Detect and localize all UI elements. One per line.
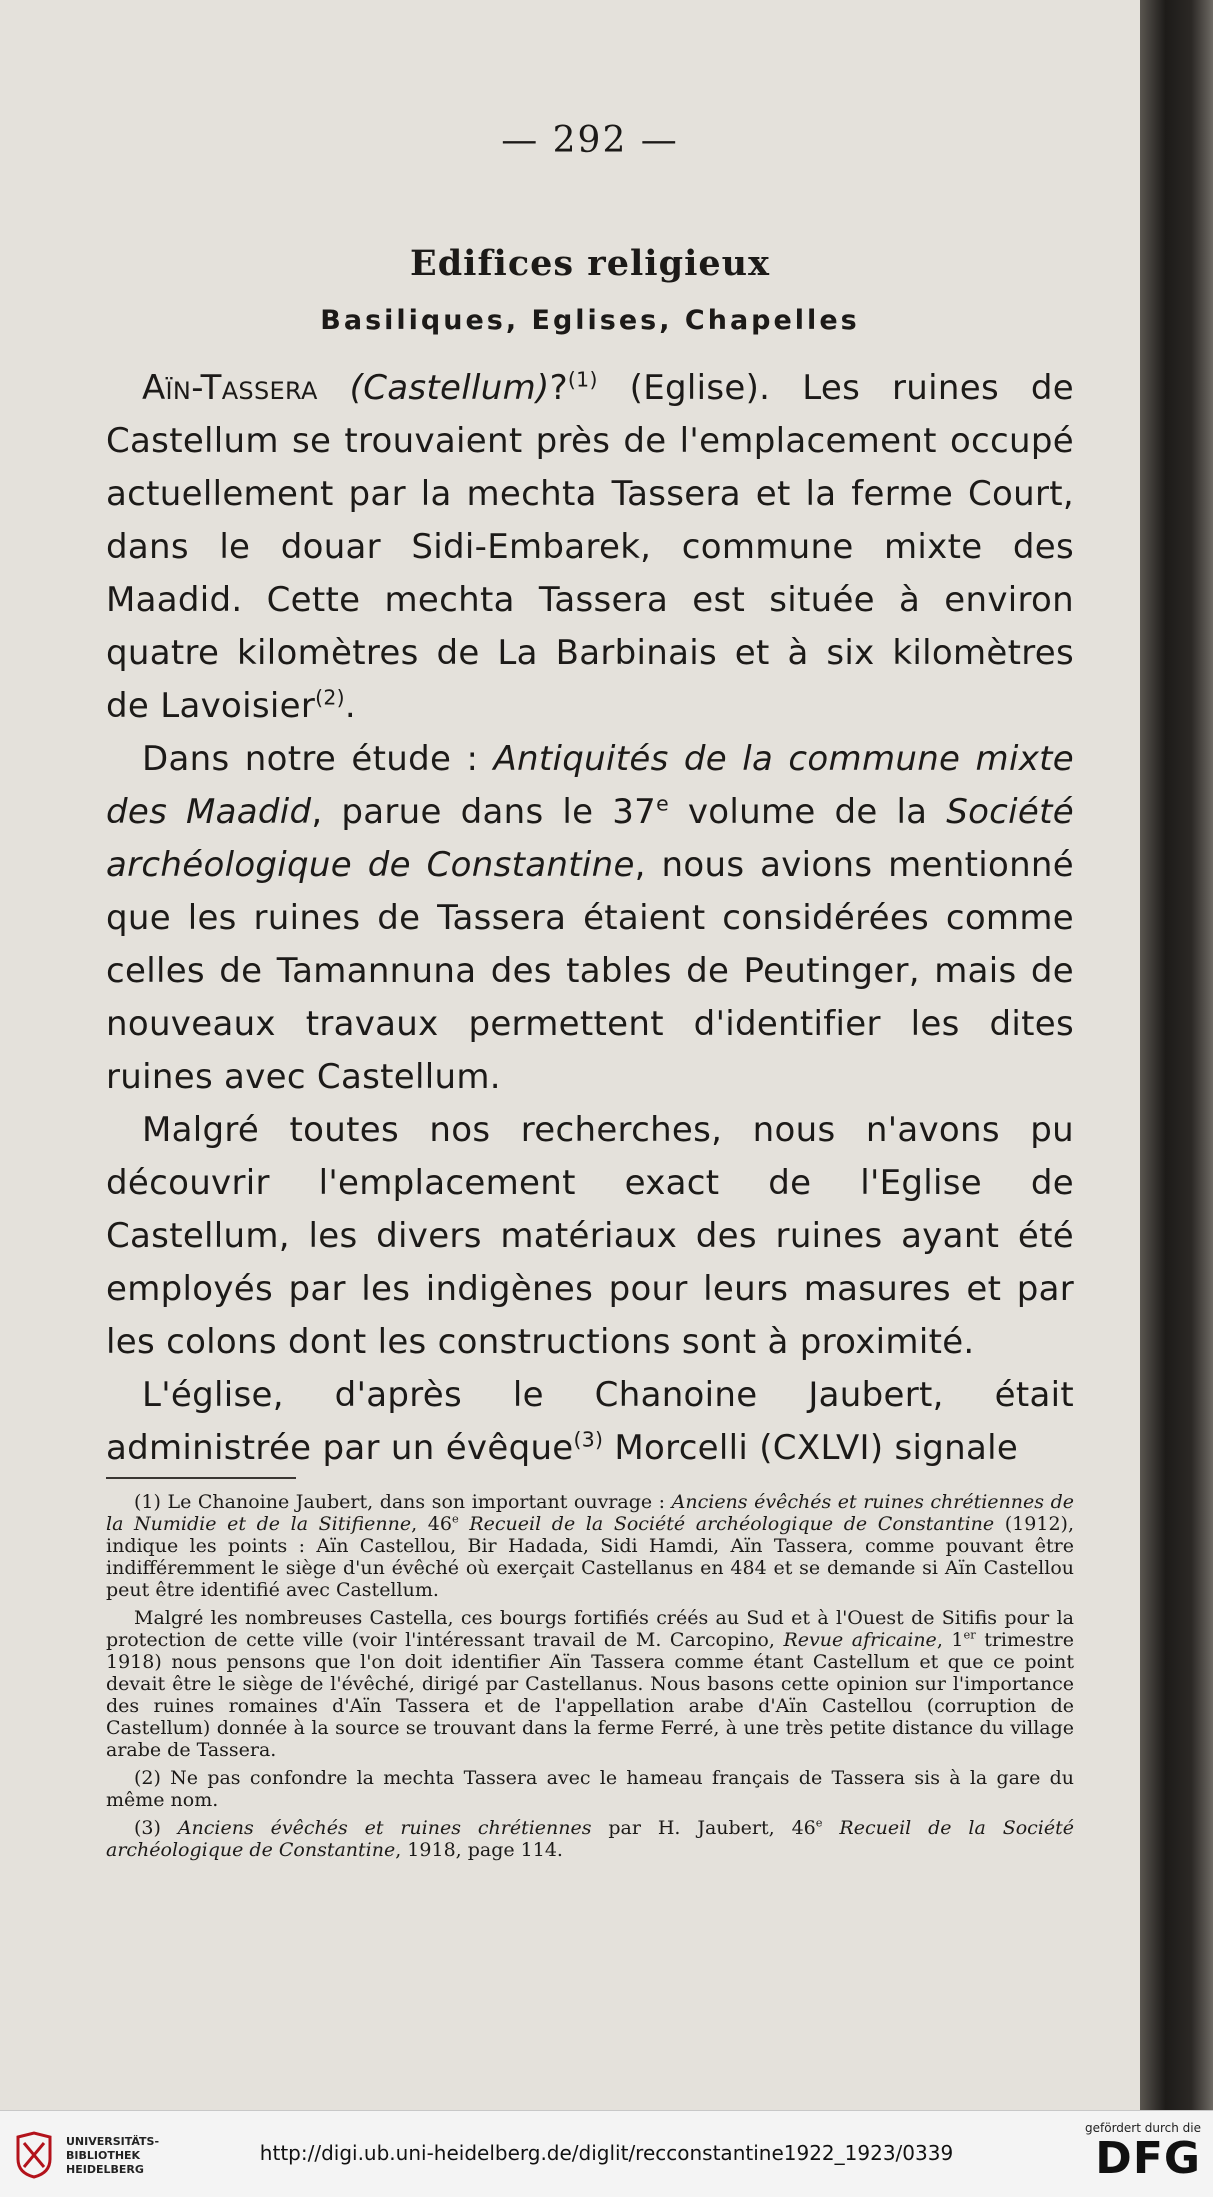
permalink-url[interactable]: http://digi.ub.uni-heidelberg.de/diglit/recconstantine1922_1923/0339 [259, 2141, 954, 2165]
paragraph-text: (Eglise). Les ruines de Castellum se trouvaient près de l'emplacement occupé actuellement par la mechta Tassera et la ferme Court, dans le douar Sidi-Embarek, commune mixte des Maadid. Cette mechta Tassera est située à environ quatre kilomètres de La Barbinais et à six kilomètres de Lavoisier [106, 368, 1074, 726]
superscript: e [656, 791, 669, 816]
dfg-logo: DFG [1095, 2133, 1201, 2184]
footnote-text: Malgré les nombreuses Castella, ces bourgs fortifiés créés au Sud et à l'Ouest de Sitifis pour la protection de cette ville (voir l'intéressant travail de M. Carcopino, [106, 1607, 1074, 1651]
sponsor-label: gefördert durch die [1085, 2121, 1201, 2135]
footnote-text: (1) Le Chanoine Jaubert, dans son important ouvrage : [134, 1491, 672, 1513]
footnote-3 [106, 1817, 1074, 1861]
paragraph-text: Dans notre étude : [142, 739, 494, 779]
italic-text: Anciens évêchés et ruines chrétiennes de la Numidie et de la Sitifienne [106, 1491, 1074, 1535]
footnote-text [823, 1817, 840, 1839]
paragraph-text: , nous avions mentionné que les ruines de Tassera étaient considérées comme celles de Tamannuna des tables de Peutinger, mais de nouveaux travaux permettent d'identifier les dites ruines avec Castellum. [106, 845, 1074, 1097]
section-title: Edifices religieux [410, 243, 770, 284]
footnote-text: (1912), indique les points : Aïn Castellou, Bir Hadada, Sidi Hamdi, Aïn Tassera, comme pouvant être indifféremment le siège d'un évêché où exerçait Castellanus en 484 et se demande si Aïn Castellou peut être identifié avec Castellum. [106, 1513, 1074, 1601]
paragraph-text: Morcelli (CXLVI) signale [603, 1428, 1019, 1468]
paragraph-text: L'église, d'après le Chanoine Jaubert, était administrée par un évêque [106, 1375, 1074, 1468]
footnote-divider [106, 1477, 296, 1479]
question-mark: ? [549, 368, 568, 408]
place-name: Aïn-Tassera [142, 368, 318, 408]
superscript: e [815, 1815, 823, 1830]
footnote-text: trimestre 1918) nous pensons que l'on doit identifier Aïn Tassera comme étant Castellum et que ce point devait être le siège de l'évêché, dirigé par Castellanus. Nous basons cette opinion sur l'importance des ruines romaines d'Aïn Tassera et de l'appellation arabe d'Aïn Castellou (corruption de Castellum) donnée à la source se trouvant dans la ferme Ferré, à une très petite distance du village arabe de Tassera. [106, 1629, 1074, 1761]
footnotes [106, 1491, 1074, 1867]
footnote-ref-3: (3) [573, 1427, 604, 1452]
footnote-text: par H. Jaubert, 46 [591, 1817, 816, 1839]
italic-text: Recueil de la Société archéologique de Constantine [106, 1817, 1074, 1861]
italic-text: Antiquités de la commune mixte des Maadid [106, 739, 1074, 832]
italic-text: (Castellum) [349, 368, 550, 408]
footnote-text [459, 1513, 470, 1535]
footnote-text: , 46 [411, 1513, 452, 1535]
paragraph-3: Malgré toutes nos recherches, nous n'avons pu découvrir l'emplacement exact de l'Eglise de Castellum, les divers matériaux des ruines ayant été employés par les indigènes pour leurs masures et par les colons dont les constructions sont à proximité. [106, 1110, 1074, 1362]
book-spine-shadow [1140, 0, 1213, 2110]
body-text [106, 362, 1074, 1475]
paragraph-text: . [344, 686, 357, 726]
paragraph-1 [106, 362, 1074, 733]
superscript: er [963, 1627, 976, 1642]
paragraph-2 [106, 733, 1074, 1104]
paragraph-4 [106, 1369, 1074, 1475]
institution-line: UNIVERSITÄTS- [66, 2135, 160, 2148]
institution-line: HEIDELBERG [66, 2163, 144, 2176]
footnote-ref-2: (2) [315, 685, 345, 710]
sponsor [1085, 2121, 1201, 2183]
institution-line: BIBLIOTHEK [66, 2149, 141, 2162]
page-number: — 292 — [501, 120, 679, 161]
paragraph-text: volume de la [668, 792, 947, 832]
footnote-ref-1: (1) [567, 367, 598, 392]
section-subtitle: Basiliques, Eglises, Chapelles [320, 305, 860, 336]
footnote-1 [106, 1491, 1074, 1601]
footnote-1-continued [106, 1607, 1074, 1761]
footnote-2: (2) Ne pas confondre la mechta Tassera avec le hameau français de Tassera sis à la gare du même nom. [106, 1767, 1074, 1811]
italic-text: Anciens évêchés et ruines chrétiennes [177, 1817, 592, 1839]
italic-text: Recueil de la Société archéologique de Constantine [469, 1513, 995, 1535]
superscript: e [451, 1511, 459, 1526]
viewer-footer [0, 2110, 1213, 2197]
footnote-text: (3) [134, 1817, 178, 1839]
footnote-text: , 1918, page 114. [395, 1839, 563, 1861]
italic-text: Société archéologique de Constantine [106, 792, 1074, 885]
italic-text: Revue africaine [783, 1629, 937, 1651]
footnote-text: , 1 [936, 1629, 964, 1651]
paragraph-text: , parue dans le 37 [311, 792, 657, 832]
